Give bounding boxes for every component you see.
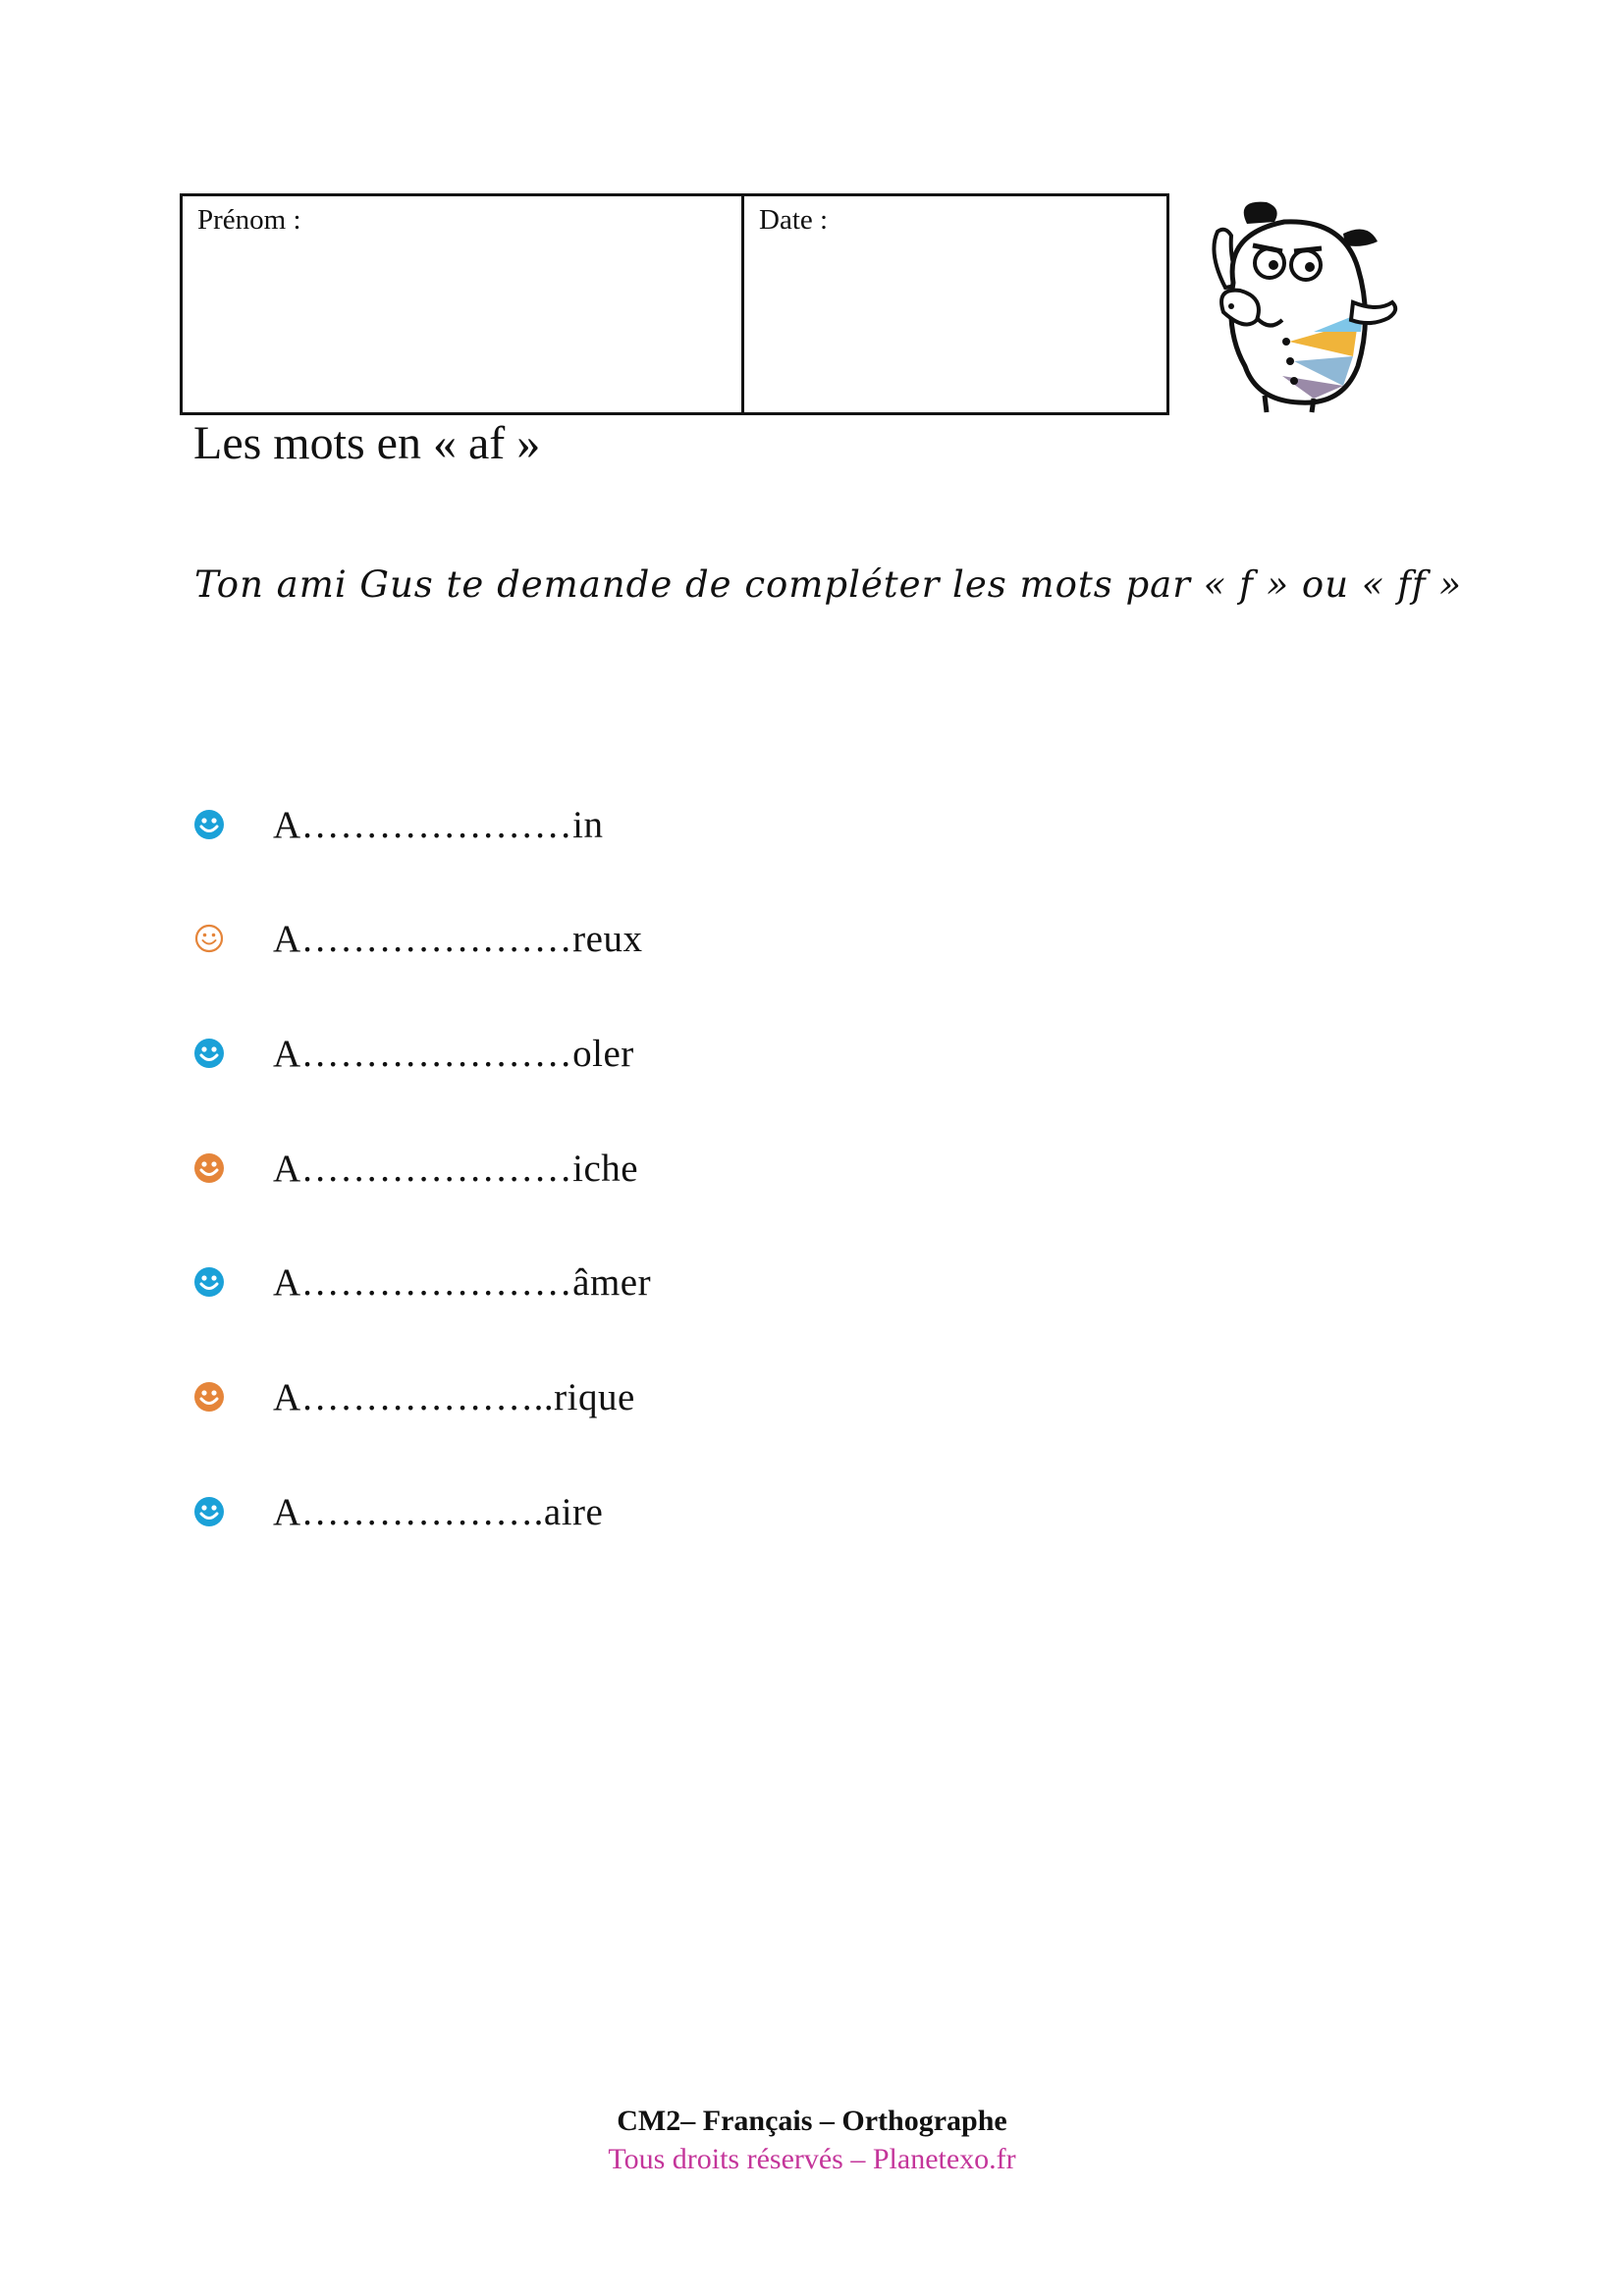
exercise-item bbox=[192, 1367, 635, 1426]
exercise-item bbox=[192, 909, 643, 968]
smiley-icon bbox=[192, 1037, 226, 1070]
exercise-word[interactable]: A…………………in bbox=[273, 803, 604, 846]
smiley-icon bbox=[192, 1380, 226, 1414]
prenom-cell[interactable] bbox=[183, 196, 744, 412]
smiley-icon bbox=[192, 1151, 226, 1185]
smiley-icon bbox=[192, 1265, 226, 1299]
smiley-outline-icon bbox=[192, 922, 226, 955]
exercise-word[interactable]: A…………………âmer bbox=[273, 1260, 652, 1304]
exercise-item bbox=[192, 1024, 634, 1083]
smiley-icon bbox=[192, 808, 226, 841]
exercise-item bbox=[192, 795, 604, 854]
page-title: Les mots en « af » bbox=[193, 417, 541, 469]
footer-rights: Tous droits réservés – Planetexo.fr bbox=[608, 2143, 1016, 2175]
student-info-box bbox=[180, 193, 1169, 415]
date-label: Date : bbox=[759, 204, 829, 236]
gus-mascot-icon bbox=[1196, 194, 1412, 415]
exercise-item bbox=[192, 1253, 652, 1311]
date-cell[interactable] bbox=[744, 196, 1166, 412]
exercise-word[interactable]: A…………………reux bbox=[273, 917, 643, 960]
exercise-word[interactable]: A……………….aire bbox=[273, 1490, 604, 1533]
exercise-word[interactable]: A…………………iche bbox=[273, 1147, 639, 1190]
prenom-label: Prénom : bbox=[197, 204, 301, 236]
smiley-icon bbox=[192, 1495, 226, 1528]
exercise-word[interactable]: A…………………oler bbox=[273, 1032, 634, 1075]
exercise-item bbox=[192, 1482, 604, 1541]
footer-course: CM2– Français – Orthographe bbox=[617, 2105, 1007, 2137]
instruction-text: Ton ami Gus te demande de compléter les mots par « f » ou « ff » bbox=[194, 563, 1462, 606]
exercise-item bbox=[192, 1139, 639, 1198]
exercise-word[interactable]: A………………..rique bbox=[273, 1375, 635, 1418]
